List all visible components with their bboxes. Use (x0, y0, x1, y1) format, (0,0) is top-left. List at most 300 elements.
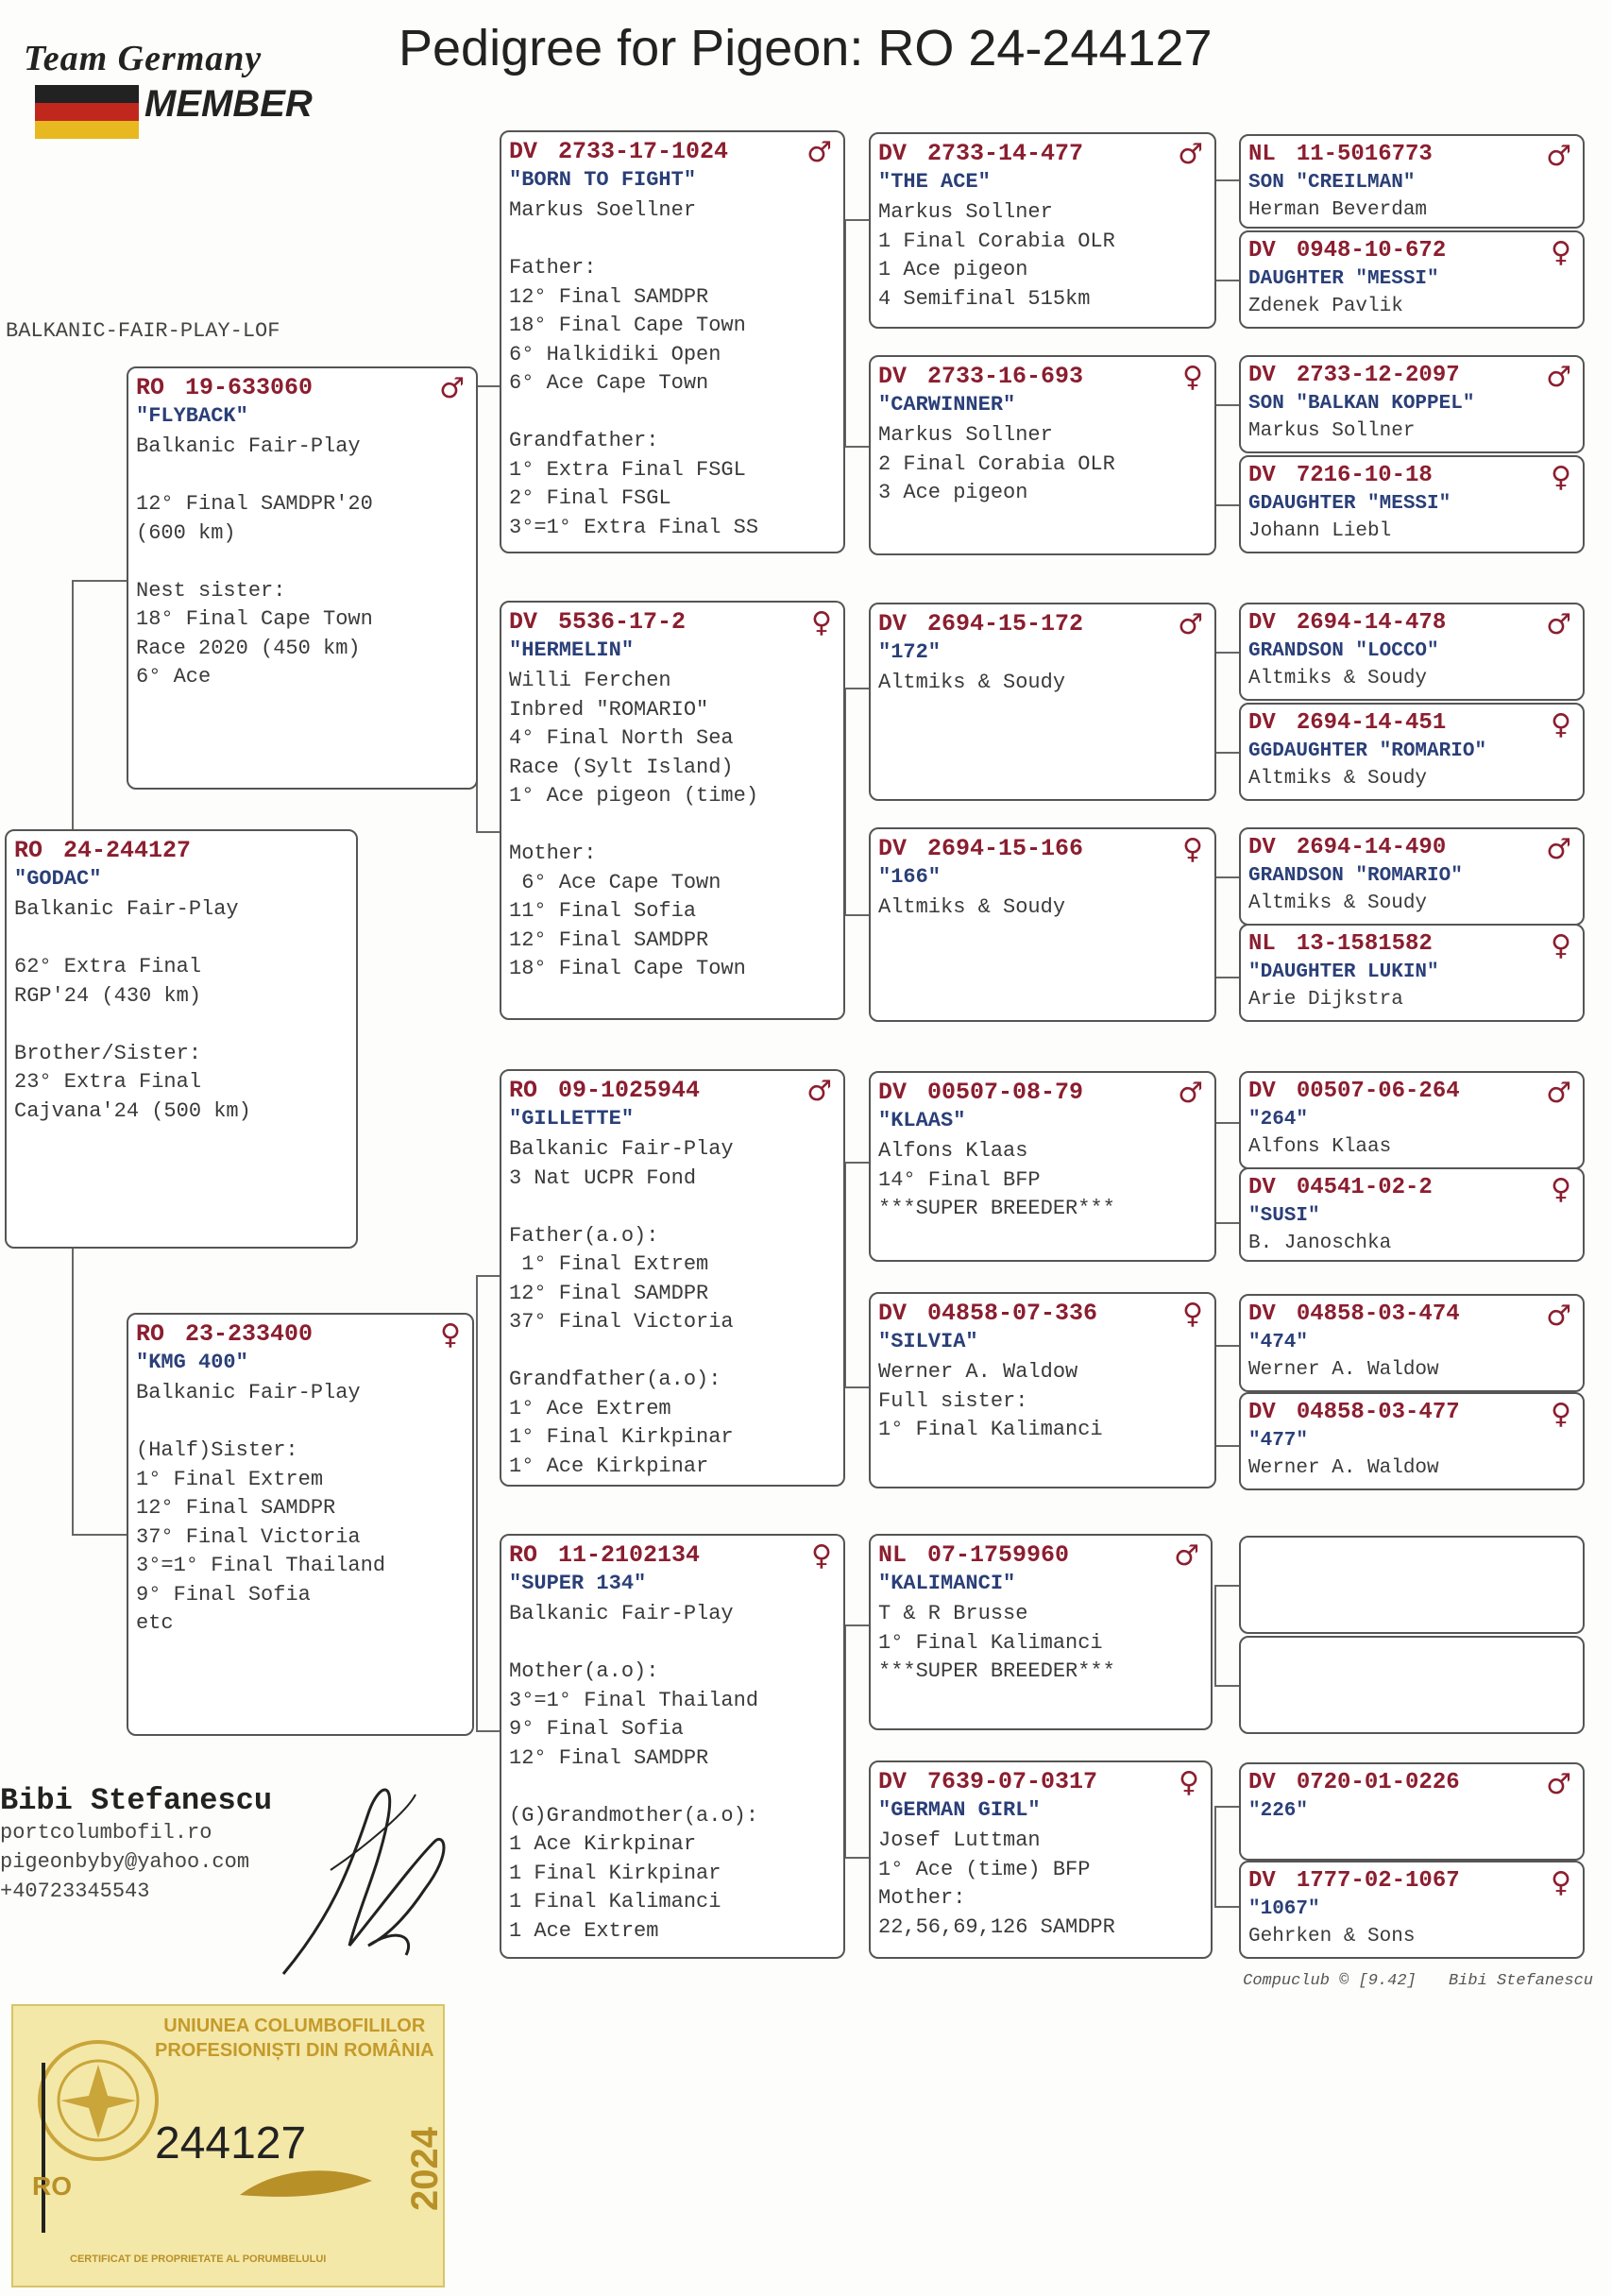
country-code: DV (1248, 835, 1276, 860)
pedigree-line: Balkanic Fair-Play (509, 1137, 734, 1161)
pedigree-line: Arie Dijkstra (1248, 989, 1403, 1011)
country-code: DV (1248, 1079, 1276, 1104)
pedigree-line: Josef Luttman (878, 1828, 1041, 1852)
ring-header (878, 1768, 1203, 1798)
ring-header (1248, 463, 1575, 493)
pedigree-line: Markus Sollner (878, 200, 1053, 224)
connector (1214, 1585, 1241, 1687)
male-icon: ♂ (1546, 140, 1571, 173)
breeder-email[interactable]: pigeonbyby@yahoo.com (0, 1850, 250, 1874)
ring-number: 04858-03-474 (1296, 1301, 1460, 1327)
ring-number: 7639-07-0317 (927, 1768, 1098, 1795)
pedigree-line: 6° Ace (136, 665, 212, 689)
ring-header (878, 1079, 1207, 1109)
pigeon-gggp-mmmf[interactable] (1239, 1762, 1585, 1861)
pigeon-name: "477" (1248, 1430, 1309, 1452)
ring-certificate (11, 2004, 445, 2287)
ring-number: 2694-14-490 (1296, 835, 1447, 860)
female-icon: ♀ (1182, 1298, 1203, 1331)
pedigree-line: 37° Final Victoria (136, 1524, 361, 1549)
country-code: DV (878, 835, 908, 862)
female-icon: ♀ (1551, 461, 1571, 494)
connector (1214, 652, 1241, 754)
country-code: NL (878, 1541, 908, 1569)
pigeon-gggp-mffm[interactable] (1239, 1167, 1585, 1262)
pedigree-line: Father: (509, 256, 597, 280)
pedigree-line: 12° Final SAMDPR (509, 1745, 709, 1770)
country-code: RO (136, 374, 165, 401)
ring-number: 04858-03-477 (1296, 1400, 1460, 1425)
ring-number: 5536-17-2 (558, 608, 687, 636)
team-line: Team Germany (24, 39, 263, 78)
pigeon-name: "172" (878, 640, 942, 664)
male-icon: ♂ (1546, 833, 1571, 866)
female-icon: ♀ (1551, 1866, 1571, 1899)
member-line: MEMBER (144, 83, 313, 125)
male-icon: ♂ (806, 136, 832, 169)
pedigree-line: Race 2020 (450 km) (136, 636, 361, 660)
pigeon-ggp-mfm[interactable] (869, 1292, 1216, 1488)
pigeon-name: "474" (1248, 1332, 1309, 1353)
ring-header (509, 138, 836, 168)
pedigree-line (509, 1337, 836, 1367)
ring-number: 0720-01-0226 (1296, 1770, 1460, 1795)
ring-number: 2733-14-477 (927, 140, 1084, 167)
country-code: NL (1248, 931, 1276, 957)
country-code: DV (509, 608, 538, 636)
pigeon-name (1248, 1573, 1575, 1599)
pedigree-line: 1° Ace (time) BFP (878, 1857, 1091, 1881)
pedigree-line: 3°=1° Final Thailand (509, 1688, 759, 1712)
female-icon: ♀ (1551, 1173, 1571, 1206)
connector (1214, 1122, 1241, 1224)
ring-number: 1777-02-1067 (1296, 1868, 1460, 1894)
country-code: NL (1248, 142, 1276, 167)
female-icon: ♀ (811, 606, 832, 639)
pedigree-line: 14° Final BFP (878, 1167, 1041, 1192)
pedigree-line: 4 Semifinal 515km (878, 286, 1091, 311)
pigeon-name: "THE ACE" (878, 170, 991, 194)
pigeon-ggp-fmm[interactable] (869, 827, 1216, 1022)
ring-header (878, 363, 1207, 393)
pedigree-line: 12° Final SAMDPR (509, 284, 709, 309)
pedigree-line: 11° Final Sofia (509, 899, 697, 923)
pigeon-gggp-mfmm[interactable] (1239, 1392, 1585, 1490)
pedigree-line: 6° Ace Cape Town (509, 371, 709, 395)
pedigree-line (136, 548, 468, 577)
pedigree-line (509, 226, 836, 255)
pedigree-line: Race (Sylt Island) (509, 755, 734, 779)
pedigree-line: 18° Final Cape Town (136, 607, 373, 631)
pedigree-line: 18° Final Cape Town (509, 957, 746, 980)
pedigree-line: Balkanic Fair-Play (14, 897, 239, 921)
pedigree-line: 1° Ace Kirkpinar (509, 1454, 709, 1478)
ring-header (509, 608, 836, 638)
pigeon-gggp-fmmf[interactable] (1239, 827, 1585, 926)
pigeon-sire-dam[interactable] (500, 601, 845, 1020)
ring-header (1248, 363, 1575, 393)
pedigree-line: Father(a.o): (509, 1223, 659, 1248)
pedigree-line: 22,56,69,126 SAMDPR (878, 1914, 1115, 1939)
connector (1214, 404, 1241, 506)
pedigree-line: Grandfather(a.o): (509, 1368, 721, 1391)
pigeon-gggp-fmfm[interactable] (1239, 703, 1585, 801)
connector (1214, 1345, 1241, 1447)
ring-number: 2733-17-1024 (558, 138, 729, 165)
country-code: DV (878, 363, 908, 390)
pedigree-line: RGP'24 (430 km) (14, 983, 202, 1008)
breeder-name: Bibi Stefanescu (0, 1783, 273, 1818)
pigeon-name: GRANDSON "ROMARIO" (1248, 865, 1463, 887)
pedigree-line: Johann Liebl (1248, 520, 1392, 542)
pedigree-line: Altmiks & Soudy (1248, 668, 1428, 689)
pigeon-ggp-fmf[interactable] (869, 603, 1216, 801)
signature-icon (274, 1757, 463, 1983)
pigeon-name: GDAUGHTER "MESSI" (1248, 493, 1451, 515)
ring-header (1248, 1079, 1575, 1109)
footer-author: Bibi Stefanescu (1448, 1972, 1593, 1990)
pigeon-gggp-ffmf[interactable] (1239, 355, 1585, 453)
country-code: DV (1248, 463, 1276, 488)
breeder-phone: +40723345543 (0, 1879, 150, 1903)
certificate-header-line2: PROFESIONIȘTI DIN ROMÂNIA (155, 2040, 434, 2061)
pedigree-line: 2 Final Corabia OLR (878, 451, 1115, 476)
pedigree-line: Alfons Klaas (1248, 1136, 1392, 1158)
ring-header (878, 835, 1207, 865)
pigeon-gggp-mmfm[interactable] (1239, 1636, 1585, 1734)
pedigree-line: Cajvana'24 (500 km) (14, 1098, 251, 1123)
pigeon-ggp-mmf[interactable] (869, 1534, 1213, 1730)
pedigree-line: 1 Final Kalimanci (509, 1890, 721, 1913)
ring-number: 2733-16-693 (927, 363, 1084, 390)
pedigree-line: 1 Ace Extrem (509, 1918, 659, 1943)
pedigree-line: 1 Final Kirkpinar (509, 1861, 721, 1885)
certificate-footer: CERTIFICAT DE PROPRIETATE AL PORUMBELULUI (70, 2253, 327, 2265)
male-icon: ♂ (1178, 608, 1203, 641)
country-code: DV (878, 140, 908, 167)
ring-header (1248, 710, 1575, 740)
pigeon-gggp-ffmm[interactable] (1239, 455, 1585, 553)
country-code: DV (1248, 710, 1276, 736)
pedigree-line (509, 1193, 836, 1222)
pigeon-name: "KALIMANCI" (878, 1572, 1016, 1595)
country-code: DV (509, 138, 538, 165)
ring-header (136, 1320, 465, 1351)
connector (1214, 179, 1241, 281)
ring-header (1248, 1643, 1575, 1674)
pigeon-gggp-mmmm[interactable] (1239, 1861, 1585, 1959)
ring-number: 19-633060 (185, 374, 314, 401)
pedigree-line: 1 Ace Kirkpinar (509, 1832, 697, 1856)
ring-header (878, 1300, 1207, 1330)
pedigree-line: 1° Ace Extrem (509, 1396, 671, 1420)
male-icon: ♂ (1546, 361, 1571, 394)
country-code: DV (878, 1768, 908, 1795)
pigeon-name: "DAUGHTER LUKIN" (1248, 961, 1439, 983)
country-code: DV (1248, 1868, 1276, 1894)
pedigree-line: Altmiks & Soudy (878, 895, 1066, 919)
ring-number: 2694-14-478 (1296, 610, 1447, 636)
ring-header (509, 1541, 836, 1572)
female-icon: ♀ (1551, 929, 1571, 962)
pedigree-line: 3°=1° Extra Final SS (509, 515, 759, 539)
pedigree-line: 12° Final SAMDPR (509, 927, 709, 952)
pedigree-line: Balkanic Fair-Play (136, 1381, 361, 1404)
country-code: DV (878, 1079, 908, 1106)
pigeon-gggp-ffff[interactable] (1239, 134, 1585, 229)
country-code: DV (1248, 363, 1276, 388)
pigeon-ggp-mmm[interactable] (869, 1760, 1213, 1959)
pedigree-line: Zdenek Pavlik (1248, 296, 1403, 317)
pedigree-line: 9° Final Sofia (509, 1717, 684, 1741)
ring-header (1248, 1543, 1575, 1573)
female-icon: ♀ (811, 1539, 832, 1573)
pigeon-name: "226" (1248, 1800, 1309, 1822)
pedigree-line: Werner A. Waldow (1248, 1359, 1439, 1381)
pedigree-line: 1° Final Extrem (509, 1252, 709, 1276)
ring-number: 11-5016773 (1296, 142, 1433, 167)
ring-header (1248, 835, 1575, 865)
pigeon-name: DAUGHTER "MESSI" (1248, 268, 1439, 290)
pedigree-line: etc (136, 1611, 174, 1635)
female-icon: ♀ (1551, 236, 1571, 269)
pedigree-line: Mother(a.o): (509, 1659, 659, 1683)
pedigree-line: 23° Extra Final (14, 1070, 202, 1094)
male-icon: ♂ (439, 372, 465, 405)
female-icon: ♀ (440, 1318, 461, 1352)
pigeon-gggp-mfmf[interactable] (1239, 1294, 1585, 1392)
certificate-country: RO (32, 2171, 72, 2201)
pigeon-gggp-mmff[interactable] (1239, 1536, 1585, 1634)
pedigree-line: 3°=1° Final Thailand (136, 1554, 386, 1577)
pedigree-line: Markus Soellner (509, 198, 697, 222)
pigeon-ggp-ffm[interactable] (869, 355, 1216, 555)
male-icon: ♂ (1546, 1077, 1571, 1110)
pedigree-line: 12° Final SAMDPR'20 (136, 492, 373, 516)
ring-number: 04541-02-2 (1296, 1175, 1433, 1200)
female-icon: ♀ (1179, 1766, 1199, 1799)
male-icon: ♂ (1174, 1539, 1199, 1573)
connector (1214, 876, 1241, 978)
pedigree-line: Full sister: (878, 1388, 1028, 1413)
certificate-year: 2024 (403, 2127, 446, 2211)
pedigree-line: 1° Extra Final FSGL (509, 457, 746, 482)
ring-number: 2733-12-2097 (1296, 363, 1460, 388)
pedigree-line: Grandfather: (509, 429, 659, 452)
ring-header (878, 1541, 1203, 1572)
pedigree-line: 12° Final SAMDPR (509, 1281, 709, 1305)
country-code: DV (1248, 238, 1276, 264)
certificate-header (155, 2014, 434, 2063)
pedigree-line: B. Janoschka (1248, 1233, 1392, 1254)
pedigree-line: 6° Ace Cape Town (509, 870, 721, 894)
pigeon-name: "SUSI" (1248, 1205, 1320, 1227)
pedigree-line: 1° Ace pigeon (time) (509, 784, 759, 808)
pigeon-name: SON "BALKAN KOPPEL" (1248, 393, 1475, 415)
pedigree-line: Altmiks & Soudy (878, 671, 1066, 694)
female-icon: ♀ (1182, 361, 1203, 394)
pigeon-name: "SUPER 134" (509, 1572, 647, 1595)
pigeon-name: "KLAAS" (878, 1109, 966, 1132)
pigeon-name: GGDAUGHTER "ROMARIO" (1248, 740, 1487, 762)
pedigree-line: 4° Final North Sea (509, 726, 734, 750)
pigeon-name: "GERMAN GIRL" (878, 1798, 1041, 1822)
pigeon-sire[interactable] (127, 366, 478, 790)
pedigree-line: Werner A. Waldow (1248, 1457, 1439, 1479)
ring-number: 00507-08-79 (927, 1079, 1084, 1106)
pigeon-sire-sire[interactable] (500, 130, 845, 553)
connector (844, 1624, 871, 1859)
ring-number: 2694-15-172 (927, 610, 1084, 638)
pedigree-line: Willi Ferchen (509, 669, 671, 692)
ring-header (1248, 931, 1575, 961)
pedigree-line: 3 Nat UCPR Fond (509, 1165, 697, 1190)
ring-header (878, 140, 1207, 170)
pedigree-line: 9° Final Sofia (136, 1582, 311, 1607)
country-code: DV (1248, 1770, 1276, 1795)
ring-number: 2694-15-166 (927, 835, 1084, 862)
male-icon: ♂ (1546, 608, 1571, 641)
pigeon-name (1248, 1674, 1575, 1699)
female-icon: ♀ (1182, 833, 1203, 866)
pedigree-line: Alfons Klaas (878, 1139, 1028, 1163)
pedigree-line: (600 km) (136, 520, 236, 545)
male-icon: ♂ (1546, 1300, 1571, 1333)
male-icon: ♂ (1178, 138, 1203, 171)
pedigree-line: Balkanic Fair-Play (136, 434, 361, 458)
pigeon-dam-sire[interactable] (500, 1069, 845, 1487)
pedigree-line: 1 Ace pigeon (878, 258, 1028, 281)
pigeon-name: SON "CREILMAN" (1248, 172, 1416, 194)
connector (844, 219, 871, 448)
ring-header (1248, 142, 1575, 172)
pedigree-line: Werner A. Waldow (878, 1360, 1078, 1384)
pedigree-line: ***SUPER BREEDER*** (878, 1659, 1115, 1683)
pigeon-name: "1067" (1248, 1898, 1320, 1920)
pigeon-name: "KMG 400" (136, 1351, 248, 1374)
country-code: RO (509, 1541, 538, 1569)
pigeon-gggp-mfff[interactable] (1239, 1071, 1585, 1169)
male-icon: ♂ (806, 1075, 832, 1108)
pedigree-line (509, 1629, 836, 1658)
pigeon-name: "166" (878, 865, 942, 889)
ring-number: 23-233400 (185, 1320, 314, 1348)
pigeon-name: "BORN TO FIGHT" (509, 168, 697, 192)
flag-icon (35, 85, 139, 140)
pedigree-line: 3 Ace pigeon (878, 481, 1028, 504)
pigeon-ggp-mff[interactable] (869, 1071, 1216, 1262)
pigeon-name: "FLYBACK" (136, 404, 248, 428)
pigeon-name: "HERMELIN" (509, 638, 635, 662)
ring-header (14, 837, 348, 867)
country-code: DV (1248, 1175, 1276, 1200)
pedigree-line: Brother/Sister: (14, 1041, 202, 1065)
pedigree-line: Balkanic Fair-Play (509, 1602, 734, 1625)
pedigree-line: Nest sister: (136, 578, 286, 603)
pigeon-name: "SILVIA" (878, 1330, 978, 1353)
ring-header (1248, 1175, 1575, 1205)
ring-number: 0948-10-672 (1296, 238, 1447, 264)
pedigree-line: 2° Final FSGL (509, 486, 671, 510)
pigeon-ggp-fff[interactable] (869, 132, 1216, 329)
certificate-number: 244127 (155, 2118, 307, 2168)
ring-header (878, 610, 1207, 640)
pedigree-line: Inbred "ROMARIO" (509, 697, 709, 722)
pedigree-line (136, 1408, 465, 1437)
ring-header (1248, 1301, 1575, 1332)
country-code: DV (1248, 1301, 1276, 1327)
pigeon-main[interactable] (5, 829, 358, 1249)
ring-number: 09-1025944 (558, 1077, 701, 1104)
country-code: DV (1248, 1400, 1276, 1425)
ring-header (1248, 610, 1575, 640)
ring-number: 2694-14-451 (1296, 710, 1447, 736)
pedigree-line: Markus Sollner (878, 423, 1053, 447)
country-code: DV (878, 610, 908, 638)
loft-name: BALKANIC-FAIR-PLAY-LOF (6, 319, 280, 343)
ring-number: 13-1581582 (1296, 931, 1433, 957)
certificate-header-line1: UNIUNEA COLUMBOFILILOR (163, 2015, 426, 2036)
pedigree-line: 37° Final Victoria (509, 1310, 734, 1334)
pedigree-line: 1° Final Extrem (136, 1467, 324, 1491)
pedigree-line: Mother: (509, 842, 597, 865)
pigeon-gggp-fffm[interactable] (1239, 230, 1585, 329)
pedigree-line: (Half)Sister: (136, 1438, 298, 1462)
ring-number: 07-1759960 (927, 1541, 1070, 1569)
pedigree-line: 62° Extra Final (14, 955, 202, 978)
pedigree-line: 1° Final Kirkpinar (509, 1425, 734, 1449)
country-code: RO (14, 837, 43, 864)
pedigree-line: 12° Final SAMDPR (136, 1496, 336, 1520)
pigeon-name: GRANDSON "LOCCO" (1248, 640, 1439, 662)
pigeon-dam[interactable] (127, 1313, 474, 1736)
country-code: DV (878, 1300, 908, 1327)
ring-header (509, 1077, 836, 1107)
team-germany-logo (24, 38, 345, 142)
pigeon-name: "CARWINNER" (878, 393, 1016, 417)
ring-header (1248, 1770, 1575, 1800)
ring-header (1248, 1868, 1575, 1898)
connector (844, 1162, 871, 1388)
ring-number: 7216-10-18 (1296, 463, 1433, 488)
connector (1214, 1806, 1241, 1908)
pedigree-line: Altmiks & Soudy (1248, 893, 1428, 914)
pedigree-line: 18° Final Cape Town (509, 314, 746, 337)
pedigree-line: Markus Sollner (1248, 420, 1416, 442)
ring-header (1248, 1400, 1575, 1430)
male-icon: ♂ (1546, 1768, 1571, 1801)
pedigree-line: 6° Halkidiki Open (509, 342, 721, 366)
pedigree-line: Altmiks & Soudy (1248, 768, 1428, 790)
pedigree-line: 1° Final Kalimanci (878, 1418, 1103, 1441)
pedigree-line: Herman Beverdam (1248, 199, 1428, 221)
pigeon-name: "GILLETTE" (509, 1107, 635, 1131)
footer-software: Compuclub © [9.42] (1243, 1972, 1417, 1990)
ring-header (136, 374, 468, 404)
pedigree-line: ***SUPER BREEDER*** (878, 1197, 1115, 1220)
pedigree-line (509, 811, 836, 841)
pedigree-line: 1 Final Corabia OLR (878, 229, 1115, 253)
footer-credit (1220, 1972, 1593, 1990)
pigeon-gggp-fmff[interactable] (1239, 603, 1585, 701)
pigeon-dam-dam[interactable] (500, 1534, 845, 1959)
breeder-website[interactable]: portcolumbofil.ro (0, 1821, 212, 1845)
pedigree-line (14, 925, 348, 954)
page-title: Pedigree for Pigeon: RO 24-244127 (399, 20, 1213, 77)
country-code: RO (136, 1320, 165, 1348)
ring-number: 24-244127 (63, 837, 192, 864)
pigeon-gggp-fmmm[interactable] (1239, 924, 1585, 1022)
